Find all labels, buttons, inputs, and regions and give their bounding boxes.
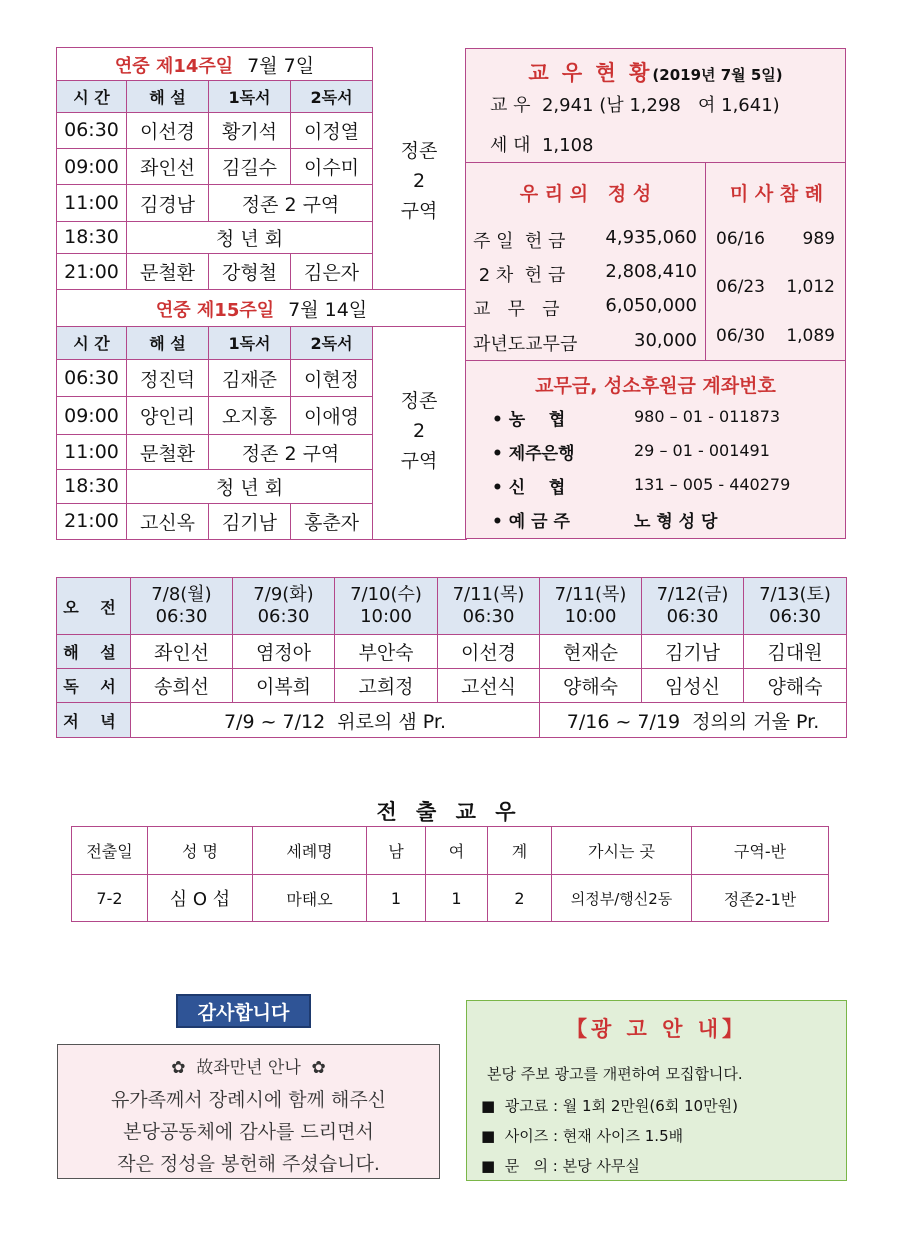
mass-date: 06/16	[716, 229, 765, 249]
evening-cell: 7/9 ~ 7/12 위로의 샘 Pr.	[131, 703, 540, 738]
info-panel	[465, 48, 846, 539]
week15-title: 연중 제15주일 7월 14일	[57, 290, 467, 326]
day-header: 7/13(토) 06:30	[744, 578, 847, 635]
data-cell: 심 O 섭	[148, 875, 253, 922]
account-row: • 제주은행	[492, 444, 575, 464]
header-reader1: 1독서	[209, 81, 291, 112]
reader2-cell: 이수미	[291, 149, 373, 185]
header-cell: 세례명	[253, 827, 367, 875]
offering-label: 2 차 헌 금	[473, 265, 566, 286]
evening-label: 저 녁	[57, 703, 131, 738]
header-cell: 남	[367, 827, 426, 875]
reader2-cell: 이현정	[291, 360, 373, 397]
departure-table	[71, 826, 829, 922]
commentary-cell: 정진덕	[127, 360, 209, 397]
day-header: 7/12(금) 06:30	[642, 578, 744, 635]
commentary-cell: 고신옥	[127, 503, 209, 539]
time-cell: 06:30	[57, 360, 127, 397]
data-cell: 2	[488, 875, 552, 922]
commentary-cell: 부안숙	[335, 635, 438, 669]
ad-box	[466, 1000, 847, 1181]
data-cell: 정존2-1반	[692, 875, 829, 922]
commentary-cell: 좌인선	[131, 635, 233, 669]
mass-count: 1,089	[786, 326, 835, 346]
bullet-icon: ■	[481, 1157, 505, 1175]
reader1-cell: 강형철	[209, 254, 291, 290]
thanks-text: 본당공동체에 감사를 드리면서	[123, 1121, 374, 1143]
day-header: 7/9(화) 06:30	[233, 578, 335, 635]
day-header: 7/8(월) 06:30	[131, 578, 233, 635]
reader1-cell: 오지홍	[209, 397, 291, 434]
header-commentary: 해 설	[127, 326, 209, 359]
time-cell: 09:00	[57, 397, 127, 434]
day-header: 7/11(목) 06:30	[438, 578, 540, 635]
mass-date: 06/30	[716, 326, 765, 346]
data-cell: 의정부/행신2동	[552, 875, 692, 922]
reader-cell: 임성신	[642, 669, 744, 703]
reader2-cell: 김은자	[291, 254, 373, 290]
reader1-cell: 김재준	[209, 360, 291, 397]
reader-cell: 이복희	[233, 669, 335, 703]
commentary-cell: 양인리	[127, 397, 209, 434]
merged-cell: 청 년 회	[127, 221, 373, 253]
offering-value: 30,000	[634, 330, 697, 351]
offering-value: 6,050,000	[605, 295, 697, 316]
zone-label-week15: 정존 2 구역	[400, 390, 438, 472]
members-title: 교 우 현 황(2019년 7월 5일)	[528, 61, 783, 85]
header-cell: 전출일	[72, 827, 148, 875]
time-cell: 09:00	[57, 149, 127, 185]
offering-label: 주 일 헌 금	[473, 231, 566, 252]
header-time: 시 간	[57, 81, 127, 112]
thanks-heading: ✿ 故좌만년 안나 ✿	[171, 1058, 326, 1078]
offering-label: 교 무 금	[473, 299, 560, 320]
evening-cell: 7/16 ~ 7/19 정의의 거울 Pr.	[540, 703, 847, 738]
mass-title: 미 사 참 례	[729, 183, 824, 205]
time-cell: 11:00	[57, 185, 127, 221]
commentary-cell: 현재순	[540, 635, 642, 669]
data-cell: 1	[426, 875, 488, 922]
account-holder: 노 형 성 당	[634, 512, 718, 532]
account-row: • 농 협	[492, 410, 566, 430]
day-header: 7/10(수) 10:00	[335, 578, 438, 635]
morning-label: 오 전	[57, 578, 131, 635]
day-header: 7/11(목) 10:00	[540, 578, 642, 635]
commentary-cell: 문철환	[127, 254, 209, 290]
thanks-text: 유가족께서 장례시에 함께 해주신	[110, 1089, 387, 1111]
header-cell: 여	[426, 827, 488, 875]
time-cell: 21:00	[57, 503, 127, 539]
time-cell: 11:00	[57, 434, 127, 469]
bullet-icon: ■	[481, 1097, 505, 1115]
commentary-cell: 김대원	[744, 635, 847, 669]
mass-count: 1,012	[786, 277, 835, 297]
divider	[466, 360, 845, 361]
reader-cell: 송희선	[131, 669, 233, 703]
zone-label-week14: 정존 2 구역	[400, 140, 438, 222]
time-cell: 18:30	[57, 221, 127, 253]
data-cell: 마태오	[253, 875, 367, 922]
time-cell: 06:30	[57, 112, 127, 148]
week14-title: 연중 제14주일 7월 7일	[57, 48, 373, 81]
accounts-title: 교무금, 성소후원금 계좌번호	[535, 375, 776, 397]
header-cell: 계	[488, 827, 552, 875]
account-row: • 신 협	[492, 478, 566, 498]
weekday-mass-table	[56, 577, 847, 738]
bullet-icon: ■	[481, 1127, 505, 1145]
ad-item: ■ 사이즈 : 현재 사이즈 1.5배	[481, 1127, 684, 1145]
commentary-cell: 이선경	[127, 112, 209, 148]
commentary-cell: 좌인선	[127, 149, 209, 185]
account-number: 29 – 01 - 001491	[634, 441, 770, 460]
ad-item: ■ 광고료 : 월 1회 2만원(6회 10만원)	[481, 1097, 738, 1115]
merged-cell: 정존 2 구역	[209, 434, 373, 469]
reader-cell: 고희정	[335, 669, 438, 703]
members-count: 교 우 2,941 (남 1,298 여 1,641)	[490, 95, 780, 116]
reader2-cell: 이정열	[291, 112, 373, 148]
reader-cell: 양해숙	[540, 669, 642, 703]
thanks-title: 감사합니다	[176, 994, 311, 1028]
commentary-cell: 김경남	[127, 185, 209, 221]
household-count: 세 대 1,108	[490, 135, 594, 156]
commentary-cell: 김기남	[642, 635, 744, 669]
mass-count: 989	[802, 229, 835, 249]
reader2-cell: 이애영	[291, 397, 373, 434]
departure-title: 전 출 교 우	[376, 800, 522, 824]
reader1-cell: 황기석	[209, 112, 291, 148]
header-reader2: 2독서	[291, 81, 373, 112]
offering-value: 4,935,060	[605, 227, 697, 248]
merged-cell: 정존 2 구역	[209, 185, 373, 221]
header-commentary: 해 설	[127, 81, 209, 112]
commentary-cell: 이선경	[438, 635, 540, 669]
reader-label: 독 서	[57, 669, 131, 703]
data-cell: 1	[367, 875, 426, 922]
offering-value: 2,808,410	[605, 261, 697, 282]
reader1-cell: 김기남	[209, 503, 291, 539]
header-reader2: 2독서	[291, 326, 373, 359]
ad-item: ■ 문 의 : 본당 사무실	[481, 1157, 640, 1175]
commentary-cell: 문철환	[127, 434, 209, 469]
commentary-cell: 염정아	[233, 635, 335, 669]
header-time: 시 간	[57, 326, 127, 359]
ad-title: 【광 고 안 내】	[565, 1017, 748, 1041]
offering-title: 우 리 의 정 성	[519, 183, 652, 205]
header-cell: 성 명	[148, 827, 253, 875]
header-cell: 가시는 곳	[552, 827, 692, 875]
account-number: 131 – 005 - 440279	[634, 475, 791, 494]
account-number: 980 – 01 - 011873	[634, 407, 781, 426]
thanks-text: 작은 정성을 봉헌해 주셨습니다.	[117, 1153, 380, 1175]
thanks-box	[57, 1044, 440, 1179]
commentary-label: 해 설	[57, 635, 131, 669]
merged-cell: 청 년 회	[127, 470, 373, 503]
header-cell: 구역-반	[692, 827, 829, 875]
offering-label: 과년도교무금	[473, 334, 578, 355]
mass-date: 06/23	[716, 277, 765, 297]
reader-cell: 양해숙	[744, 669, 847, 703]
divider	[466, 162, 845, 163]
account-row: • 예 금 주	[492, 512, 570, 532]
data-cell: 7-2	[72, 875, 148, 922]
time-cell: 21:00	[57, 254, 127, 290]
header-reader1: 1독서	[209, 326, 291, 359]
reader2-cell: 홍춘자	[291, 503, 373, 539]
time-cell: 18:30	[57, 470, 127, 503]
reader-cell: 고선식	[438, 669, 540, 703]
reader1-cell: 김길수	[209, 149, 291, 185]
ad-intro: 본당 주보 광고를 개편하여 모집합니다.	[487, 1065, 743, 1083]
